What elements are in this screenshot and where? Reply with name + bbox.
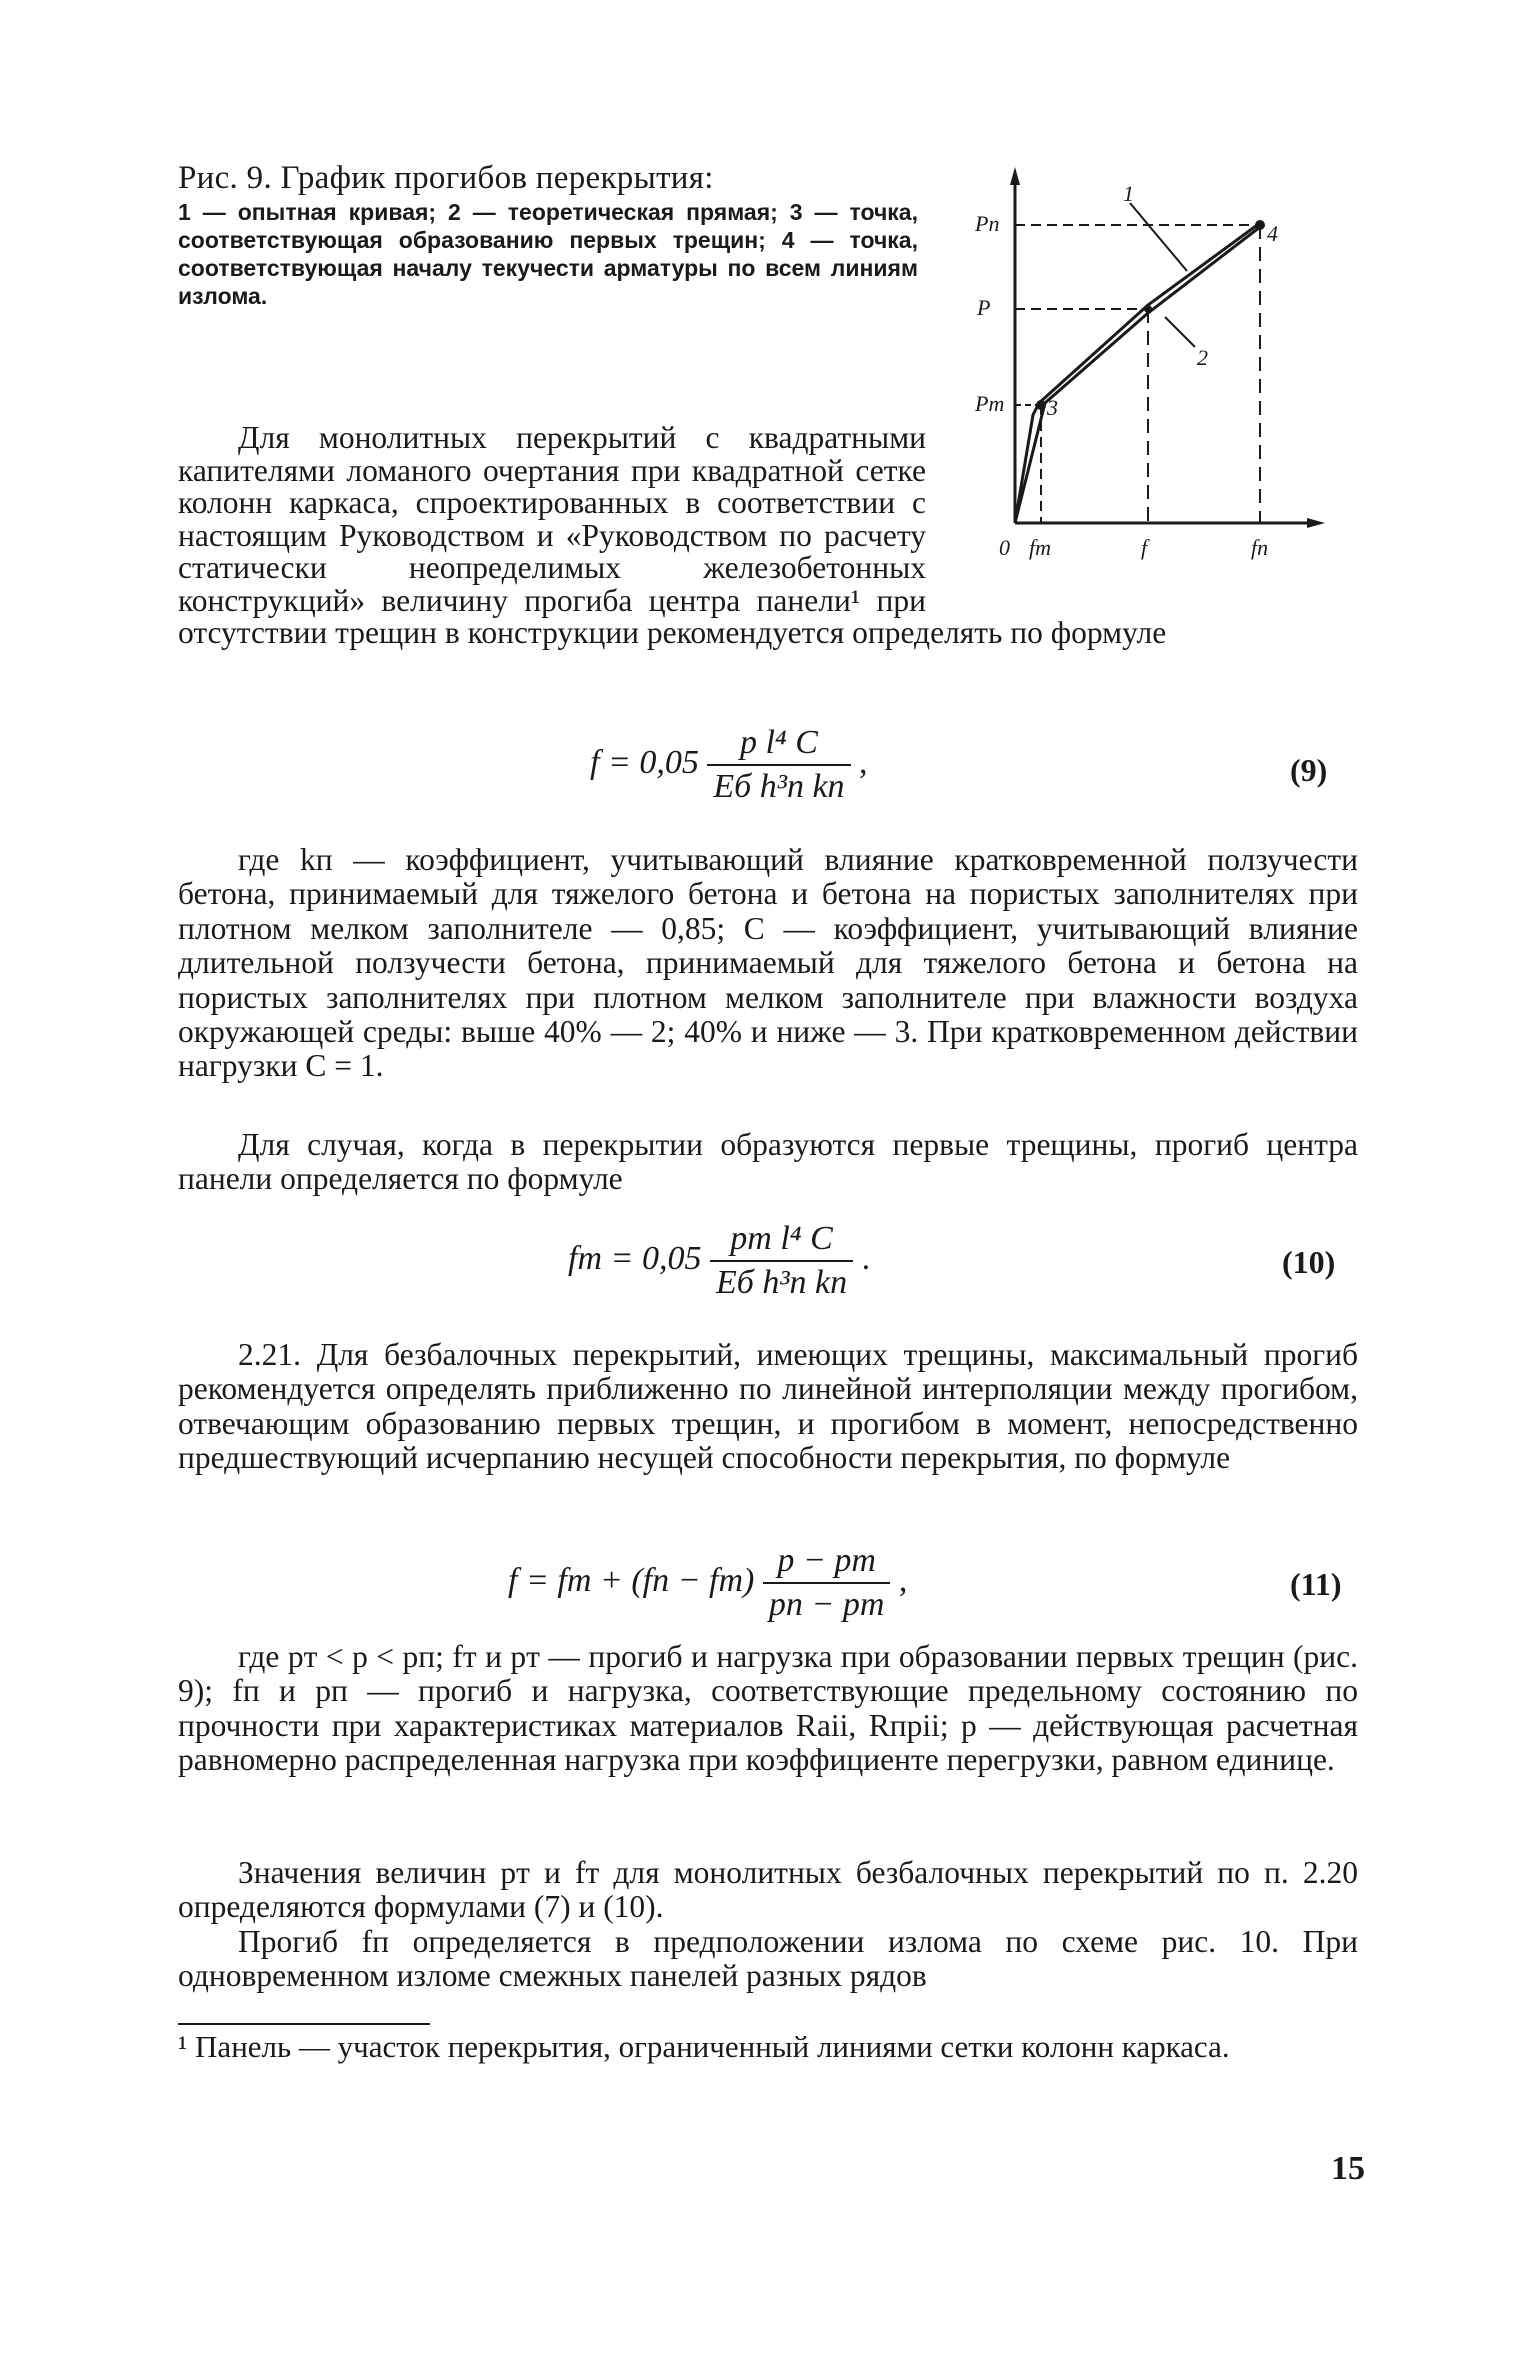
formula-9-punct: , [859,743,868,781]
formula-9-denominator: Eб h³п kп [713,768,845,805]
formula-11-number: (11) [1290,1566,1342,1602]
label-origin: 0 [999,535,1010,560]
label-pt: Pт [975,391,1005,416]
point-3 [1036,400,1046,410]
point-p [1144,305,1152,313]
formula-10-lhs: fт = 0,05 [568,1239,702,1277]
formula-11-lhs: f = fт + (fп − fт) [508,1561,755,1599]
figure-legend: 1 — опытная кривая; 2 — теоретическая прямая; 3 — точка, соответствующая образованию первых трещин; 4 — точка, соответствующая началу текучести арматуры по всем линиям излома. [178,199,918,309]
figure-wrap-spacer [926,422,1358,617]
formula-11 [508,1540,907,1626]
y-axis-arrow [1010,167,1020,185]
figure-title: Рис. 9. График прогибов перекрытия: [178,160,714,196]
formula-10 [568,1218,870,1304]
label-f: f [1141,535,1148,560]
label-ft: fт [1029,535,1051,560]
paragraph-1: Для монолитных перекрытий с квадратными капителями ломаного очертания при квадратной сетке колонн каркаса, спроектированных в соответствии с настоящим Руководством и «Руководством по расчету статически неопределимых железобетонных конструкций» величину прогиба центра панели¹ при отсутствии трещин в конструкции рекомендуется определять по формуле [178,422,1358,650]
formula-11-numerator: p − pт [763,1540,891,1584]
formula-10-numerator: pт l⁴ C [710,1218,853,1262]
curve-label-4: 4 [1267,221,1278,246]
curve-label-1: 1 [1123,181,1134,206]
label-pn: Pп [975,211,1000,236]
page-number: 15 [1331,2150,1365,2187]
paragraph-6: Значения величин pт и fт для монолитных безбалочных перекрытий по п. 2.20 определяются формулами (7) и (10). [178,1855,1358,1925]
curve-label-2: 2 [1197,345,1208,370]
curve-label-3: 3 [1047,395,1058,420]
paragraph-4: 2.21. Для безбалочных перекрытий, имеющих трещины, максимальный прогиб рекомендуется определять приближенно по линейной интерполяции между прогибом, отвечающим образованию первых трещин, и прогибом в момент, непосредственно предшествующий исчерпанию несущей способности перекрытия, по формуле [178,1337,1358,1476]
paragraph-3: Для случая, когда в перекрытии образуются первые трещины, прогиб центра панели определяется по формуле [178,1127,1358,1197]
formula-9 [590,722,868,808]
formula-11-fraction [763,1540,891,1626]
paragraph-2: где kп — коэффициент, учитывающий влияние кратковременной ползучести бетона, принимаемый для тяжелого бетона и бетона на пористых заполнителях при плотном мелком заполнителе — 0,85; C — коэффициент, учитывающий влияние длительной ползучести бетона, принимаемый для тяжелого бетона и бетона на пористых заполнителях при плотном мелком заполнителе при влажности воздуха окружающей среды: выше 40% — 2; 40% и ниже — 3. При кратковременном действии нагрузки C = 1. [178,842,1358,1084]
label-p: P [977,295,991,320]
formula-10-fraction [710,1218,853,1304]
formula-9-lhs: f = 0,05 [590,743,699,781]
formula-10-punct: . [861,1239,871,1277]
leader-1 [1130,203,1187,271]
label-fn: fп [1251,535,1269,560]
formula-10-denominator: Eб h³п kп [715,1264,848,1301]
leader-2 [1165,317,1195,347]
formula-9-fraction [707,722,850,808]
point-4 [1255,220,1265,230]
formula-10-number: (10) [1282,1244,1336,1280]
footnote: ¹ Панель — участок перекрытия, ограниченный линиями сетки колонн каркаса. [178,2029,1230,2064]
figure-caption [178,158,918,310]
footnote-rule [178,2023,430,2025]
formula-9-number: (9) [1290,752,1328,788]
formula-9-numerator: p l⁴ C [707,722,850,766]
paragraph-5: где pт < p < pп; fт и pт — прогиб и нагрузка при образовании первых трещин (рис. 9); fп и pп — прогиб и нагрузка, соответствующие предельному состоянию по прочности при характеристиках материалов Rаii, Rпрii; p — действующая расчетная равномерно распределенная нагрузка при коэффициенте перегрузки, равном единице. [178,1639,1358,1778]
formula-11-denominator: pп − pт [768,1586,885,1623]
formula-11-punct: , [898,1561,908,1599]
paragraph-7: Прогиб fп определяется в предположении излома по схеме рис. 10. При одновременном изломе смежных панелей разных рядов [178,1924,1358,1994]
